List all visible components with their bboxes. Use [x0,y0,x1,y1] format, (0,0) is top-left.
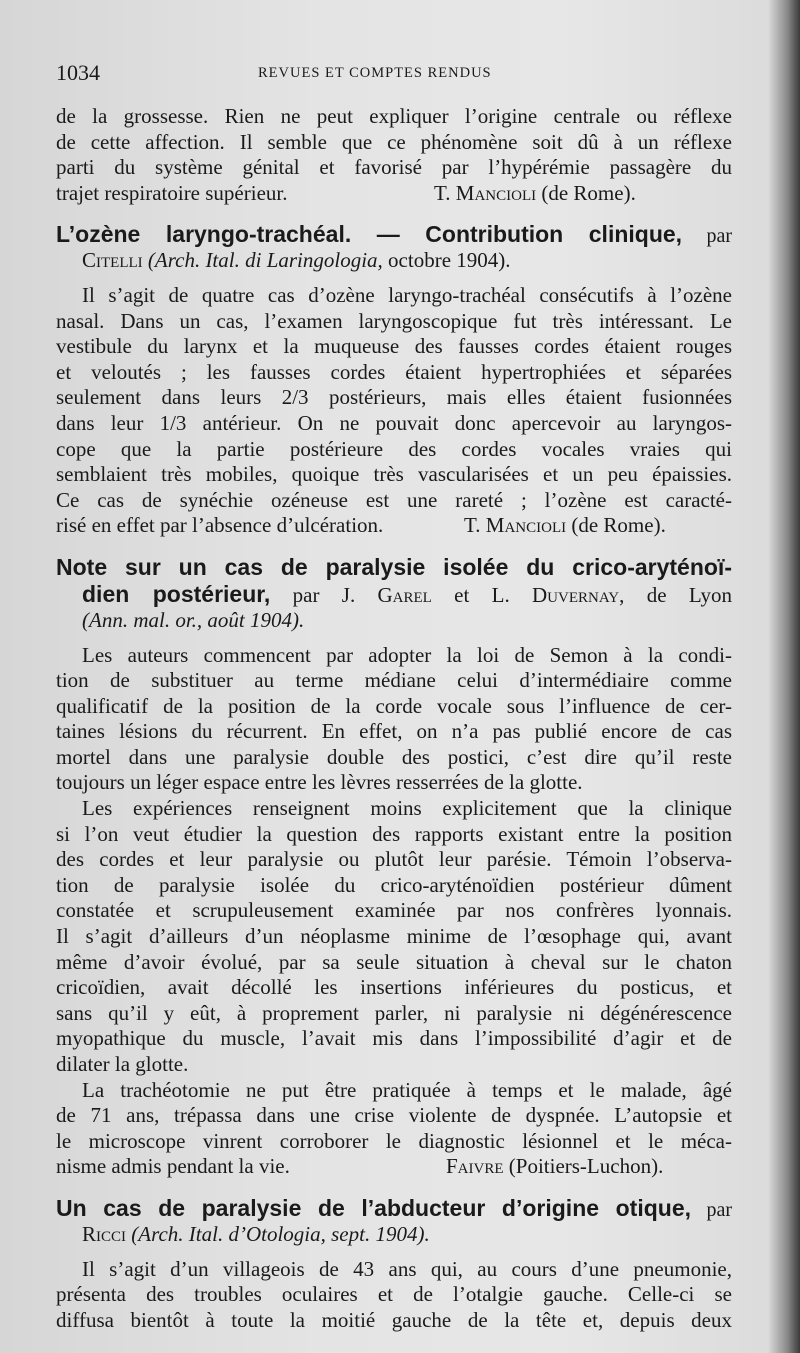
cited-author: Ricci [82,1221,127,1246]
text-line: Les expériences renseignent moins explicitement que la clinique [82,796,732,821]
article-title-line: dien postérieur, par J. Garel et L. Duvernay, de Lyon [82,580,732,607]
text-line: Il s’agit d’ailleurs d’un néoplasme minime de l’œsophage qui, avant [56,924,732,949]
reviewer-name: Mancioli [485,513,567,538]
text-line: vestibule du larynx et la muqueuse des fausses cordes étaient rouges [56,334,732,359]
text-line: constatée et scrupuleusement examinée par nos confrères lyonnais. [56,898,732,923]
cited-journal: (Arch. Ital. di Laringologia, [147,248,383,273]
running-head: REVUES ET COMPTES RENDUS [258,65,492,81]
text-line: et veloutés ; les fausses cordes étaient hypertrophiées et séparées [56,359,732,384]
cited-date: octobre 1904). [388,248,511,273]
article-title-line: L’ozène laryngo-trachéal. — Contribution clinique, par [56,221,732,248]
reviewer-signature: T. Mancioli (de Rome). [464,513,666,538]
review-entry [56,220,732,539]
text-line: Ce cas de synéchie ozéneuse est une rareté ; l’ozène est caracté- [56,487,732,512]
review-entry [56,553,732,1180]
text-line: parti du système génital et favorisé par l’hypérémie passagère du [56,155,732,180]
cited-journal: (Ann. mal. or., août 1904). [82,607,305,632]
text-line: cope que la partie postérieure des cordes vocales vraies qui [56,436,732,461]
cited-journal: (Arch. Ital. d’Otologia, sept. 1904). [131,1221,430,1246]
text-line: de 71 ans, trépassa dans une crise violente de dyspnée. L’autopsie et [56,1103,732,1128]
text-line: taines lésions du récurrent. En effet, on n’a pas publié encore de cas [56,719,732,744]
text-line: nasal. Dans un cas, l’examen laryngoscopique fut très intéressant. Le [56,308,732,333]
text-line: des cordes et leur paralysie ou plutôt leur parésie. Témoin l’observa- [56,847,732,872]
text-line: semblaient très mobiles, quoique très vascularisées et un peu épaissies. [56,462,732,487]
reviewer-name: Mancioli [455,180,537,205]
text-line: sans qu’il y eût, à proprement parler, ni paralysie ni dégénérescence [56,1000,732,1025]
text-line: de la grossesse. Rien ne peut expliquer l’origine centrale ou réflexe [56,104,732,128]
text-line: Les auteurs commencent par adopter la loi de Semon à la condi- [82,642,732,667]
reviewer-name: Faivre [446,1154,504,1179]
text-line: tion de paralysie isolée du crico-aryténoïdien postérieur dûment [56,872,732,897]
text-line: même d’avoir évolué, par sa seule situation à cheval sur le chaton [56,949,732,974]
text-line: dilater la glotte. [56,1052,189,1076]
text-line: cricoïdien, avait décollé les insertions inférieures du posticus, et [56,975,732,1000]
text-line: toujours un léger espace entre les lèvres resserrées de la glotte. [56,770,583,795]
page-number: 1034 [56,60,100,85]
citation-line [56,608,732,634]
text-line: tion de substituer au terme médiane celui d’intermédiaire comme [56,668,732,693]
text-line: diffusa bientôt à toute la moitié gauche de la tête et, depuis deux [56,1307,732,1332]
citation-line [56,1222,732,1248]
text-line: seulement dans leurs 2/3 postérieurs, mais elles étaient fusionnées [56,385,732,410]
text-fragment: risé en effet par l’absence d’ulcération. [56,513,384,538]
citation-line [56,248,732,274]
page-binding-shadow [768,0,800,1353]
text-line: présenta des troubles oculaires et de l’otalgie gauche. Celle-ci se [56,1282,732,1307]
signature-line [56,1154,732,1180]
text-line: myopathique du muscle, l’avait mis dans l’impossibilité d’agir et de [56,1026,732,1051]
text-line: qualificatif de la position de la corde vocale sous l’influence de cer- [56,693,732,718]
signature-line [56,181,732,207]
article-title-continued: dien postérieur, [82,580,271,607]
reviewer-place: (de Rome). [571,513,666,538]
text-line: de cette affection. Il semble que ce phénomène soit dû à un réflexe [56,129,732,154]
article-title: L’ozène laryngo-trachéal. — Contribution clinique, [56,221,683,248]
text-fragment: trajet respiratoire supérieur. [56,180,288,205]
page-content [56,104,732,1333]
page-header [56,60,756,90]
article-title: Un cas de paralysie de l’abducteur d’origine otique, [56,1194,692,1221]
reviewer-signature [446,1154,663,1180]
text-line: Il s’agit de quatre cas d’ozène laryngo-trachéal consécutifs à l’ozène [82,282,732,307]
reviewer-signature: T. Mancioli (de Rome). [434,180,636,205]
text-line: le microscope vinrent corroborer le diagnostic lésionnel et le méca- [56,1128,732,1153]
text-line: Il s’agit d’un villageois de 43 ans qui, au cours d’une pneumonie, [82,1256,732,1281]
reviewer-place: (de Rome). [541,180,636,205]
text-line: si l’on veut étudier la question des rapports existant entre la position [56,821,732,846]
text-line: La trachéotomie ne put être pratiquée à temps et le malade, âgé [82,1077,732,1102]
text-line: dans leur 1/3 antérieur. On ne pouvait donc apercevoir au laryngos- [56,410,732,435]
cited-author: Duvernay, [532,582,625,607]
article-title-line: Un cas de paralysie de l’abducteur d’origine otique, par [56,1194,732,1221]
cited-author: Citelli [82,248,143,273]
text-fragment: nisme admis pendant la vie. [56,1154,290,1179]
signature-line [56,513,732,539]
reviewer-place: (Poitiers-Luchon). [508,1154,664,1179]
cited-author: Garel [377,582,432,607]
continuation-paragraph [56,104,732,206]
article-title-line [56,553,732,581]
article-title: Note sur un cas de paralysie isolée du crico-aryténoï- [56,553,732,580]
text-line: mortel dans une paralysie double des postici, c’est dire qu’il reste [56,744,732,769]
review-entry [56,1194,732,1333]
